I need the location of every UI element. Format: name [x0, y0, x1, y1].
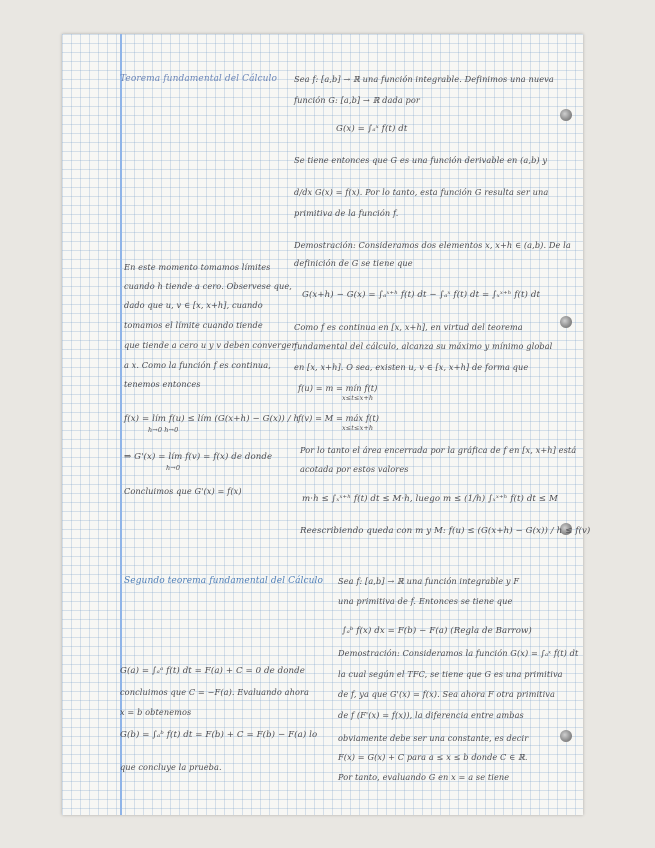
- binder-hole: [560, 730, 572, 742]
- formula: ∫ₐᵇ f(x) dx = F(b) − F(a) (Regla de Barrow): [342, 626, 532, 636]
- binder-hole: [560, 316, 572, 328]
- text-line: Como f es continua en [x, x+h], en virtud del teorema: [294, 322, 523, 332]
- section-title: Segundo teorema fundamental del Cálculo: [124, 576, 324, 586]
- text-line: F(x) = G(x) + C para a ≤ x ≤ b donde C ∈ ℝ.: [338, 752, 528, 762]
- formula: Reescribiendo queda con m y M: f(u) ≤ (G(x+h) − G(x)) / h ≤ f(v): [300, 526, 591, 536]
- text-line: d/dx G(x) = f(x). Por lo tanto, esta función G resulta ser una: [294, 187, 549, 197]
- text-line: tomamos el límite cuando tiende: [124, 320, 263, 330]
- text-line: Por tanto, evaluando G en x = a se tiene: [338, 772, 510, 782]
- subscript: h→0 h→0: [148, 426, 179, 434]
- text-line: tenemos entonces: [124, 379, 201, 389]
- text-line: acotada por estos valores: [300, 464, 409, 474]
- text-line: Sea f: [a,b] → ℝ una función integrable y F: [338, 576, 520, 586]
- formula: f(u) = m = mín f(t): [298, 383, 378, 393]
- text-line: función G: [a,b] → ℝ dada por: [294, 95, 420, 105]
- text-line: Demostración: Consideramos la función G(x) = ∫ₐˣ f(t) dt: [338, 648, 579, 658]
- text-line: Por lo tanto el área encerrada por la gráfica de f en [x, x+h] está: [300, 445, 577, 455]
- text-line: Demostración: Consideramos dos elementos x, x+h ∈ (a,b). De la: [294, 240, 571, 250]
- text-line: obviamente debe ser una constante, es decir: [338, 733, 529, 743]
- notebook-page: [62, 34, 591, 815]
- text-line: de f, ya que G'(x) = f(x). Sea ahora F otra primitiva: [338, 689, 555, 699]
- text-line: en [x, x+h]. O sea, existen u, v ∈ [x, x+h] de forma que: [294, 362, 529, 372]
- text-line: Concluimos que G'(x) = f(x): [124, 486, 242, 496]
- text-line: fundamental del cálculo, alcanza su máximo y mínimo global: [294, 341, 553, 351]
- text-line: primitiva de la función f.: [294, 208, 399, 218]
- text-line: dado que u, v ∈ [x, x+h], cuando: [124, 300, 263, 310]
- text-line: de f (F'(x) = f(x)), la diferencia entre ambas: [338, 710, 524, 720]
- text-line: definición de G se tiene que: [294, 258, 413, 268]
- text-line: concluimos que C = −F(a). Evaluando ahora: [120, 687, 309, 697]
- text-line: que concluye la prueba.: [120, 762, 222, 772]
- subscript: x≤t≤x+h: [342, 424, 374, 432]
- formula: G(x) = ∫ₐˣ f(t) dt: [336, 124, 408, 134]
- text-line: En este momento tomamos límites: [124, 262, 271, 272]
- text-line: Se tiene entonces que G es una función derivable en (a,b) y: [294, 155, 548, 165]
- formula: f(x) = lím f(u) ≤ lím (G(x+h) − G(x)) / h: [124, 414, 300, 424]
- text-line: cuando h tiende a cero. Observese que,: [124, 281, 292, 291]
- formula: m·h ≤ ∫ₓˣ⁺ʰ f(t) dt ≤ M·h, luego m ≤ (1/h) ∫ₓˣ⁺ʰ f(t) dt ≤ M: [302, 494, 558, 504]
- formula: G(x+h) − G(x) = ∫ₐˣ⁺ʰ f(t) dt − ∫ₐˣ f(t) dt = ∫ₓˣ⁺ʰ f(t) dt: [302, 290, 540, 300]
- subscript: h→0: [166, 464, 181, 472]
- margin-line: [120, 34, 122, 815]
- text-line: Sea f: [a,b] → ℝ una función integrable. Definimos una nueva: [294, 74, 554, 84]
- formula: G(a) = ∫ₐᵃ f(t) dt = F(a) + C = 0 de donde: [120, 666, 305, 676]
- text-line: x = b obtenemos: [120, 707, 192, 717]
- text-line: a x. Como la función f es continua,: [124, 360, 271, 370]
- formula: ⇒ G'(x) = lím f(v) = f(x) de donde: [124, 452, 273, 462]
- text-line: la cual según el TFC, se tiene que G es una primitiva: [338, 669, 563, 679]
- section-title: Teorema fundamental del Cálculo: [120, 74, 278, 84]
- formula: G(b) = ∫ₐᵇ f(t) dt = F(b) + C = F(b) − F(a) lo: [120, 730, 318, 740]
- text-line: una primitiva de f. Entonces se tiene que: [338, 596, 513, 606]
- formula: f(v) = M = máx f(t): [298, 413, 380, 423]
- binder-hole: [560, 109, 572, 121]
- subscript: x≤t≤x+h: [342, 394, 374, 402]
- text-line: que tiende a cero u y v deben converger: [124, 340, 296, 350]
